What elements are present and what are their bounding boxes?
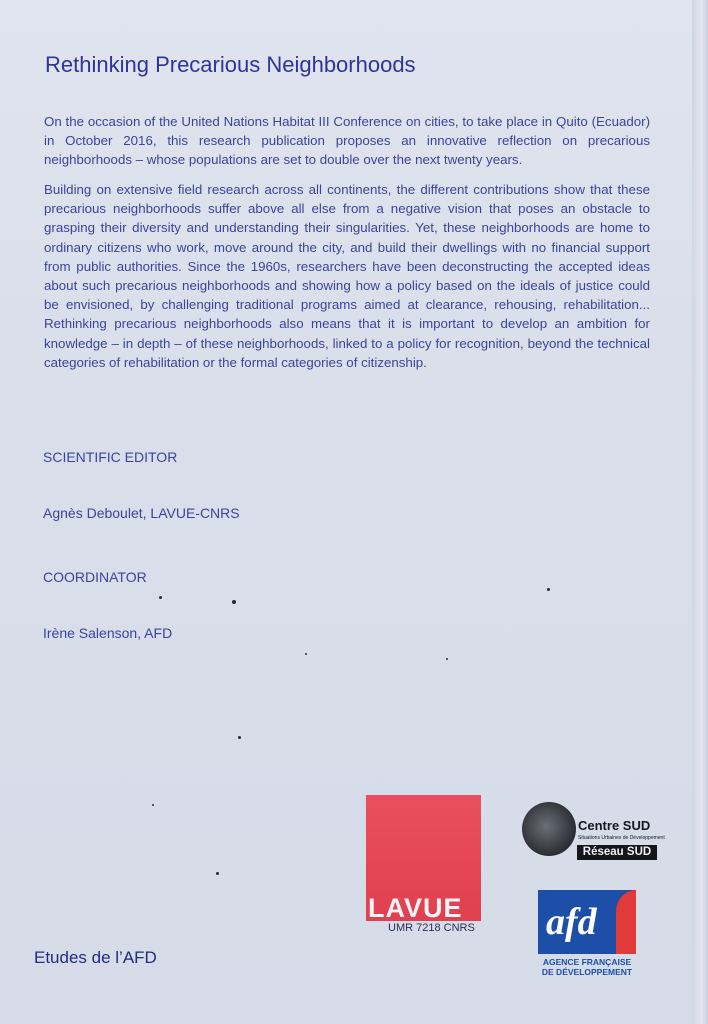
- coordinator-name: Irène Salenson, AFD: [43, 625, 173, 641]
- body-paragraph: Building on extensive field research across all continents, the different contributions show that these precarious neighborhoods suffer above all else from a negative vision that poses an obstacle to grasping their diversity and understanding their singularities. Yet, these neighborhoods are home to ordinary citizens who work, move around the city, and build their dwellings with no financial support from public authorities. Since the 1960s, researchers have been deconstructing the accepted ideas about such precarious neighborhoods and showing how a policy based on the ideals of justice could be envisioned, by challenging traditional programs aimed at clearance, rehousing, rehabilitation... Rethinking precarious neighborhoods also means that it is important to develop an ambition for knowledge – in depth – of these neighborhoods, linked to a policy for recognition, beyond the technical categories of rehabilitation or the formal categories of citizenship.: [44, 182, 650, 370]
- coordinator-heading: COORDINATOR: [43, 569, 147, 585]
- intro-paragraph: On the occasion of the United Nations Habitat III Conference on cities, to take place in Quito (Ecuador) in October 2016, this research publication proposes an innovative reflection on precarious neighborhoods – whose populations are set to double over the next twenty years.: [44, 114, 650, 168]
- centre-sud-subtitle: Situations Urbaines de Développement: [578, 835, 665, 841]
- dust-speck: [305, 653, 307, 655]
- dust-speck: [238, 736, 241, 739]
- editor-heading: SCIENTIFIC EDITOR: [43, 449, 178, 465]
- editor-name: Agnès Deboulet, LAVUE-CNRS: [43, 505, 240, 521]
- series-name: Etudes de l’AFD: [34, 948, 157, 967]
- afd-name-line1: AGENCE FRANÇAISE: [542, 957, 632, 967]
- centre-sud-title: Centre SUD: [578, 818, 651, 833]
- dust-speck: [547, 588, 550, 591]
- book-title: Rethinking Precarious Neighborhoods: [45, 52, 416, 77]
- afd-agency-name: [538, 957, 636, 977]
- lavue-logo-text: LAVUE: [368, 893, 463, 923]
- centre-sud-globe-icon: [522, 802, 576, 856]
- afd-name-line2: DE DÉVELOPPEMENT: [541, 967, 633, 977]
- lavue-logo-subtitle: UMR 7218 CNRS: [388, 922, 475, 934]
- afd-logo: [538, 890, 636, 954]
- page-edge: [692, 0, 708, 1024]
- dust-speck: [159, 596, 162, 599]
- afd-logo-mark: afd: [546, 901, 597, 943]
- dust-speck: [216, 872, 219, 875]
- dust-speck: [152, 804, 154, 806]
- dust-speck: [446, 658, 448, 660]
- dust-speck: [232, 600, 236, 604]
- afd-logo-accent: [616, 890, 636, 954]
- reseau-sud-label: Réseau SUD: [577, 845, 657, 860]
